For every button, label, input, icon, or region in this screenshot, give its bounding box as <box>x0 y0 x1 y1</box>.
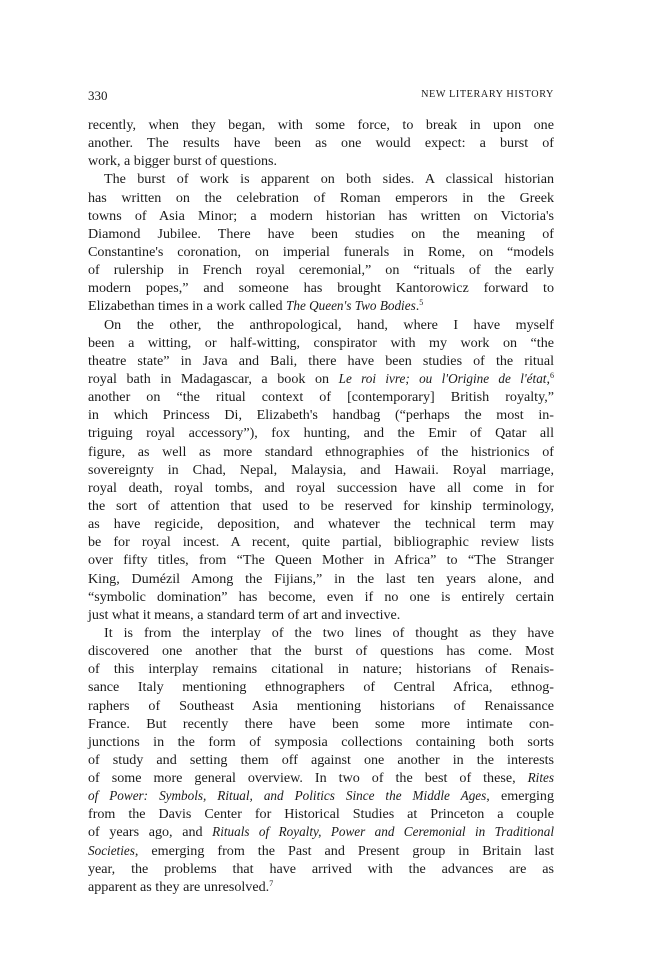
text-run: as have regicide, deposition, and whatever the technical term may <box>88 516 554 533</box>
text-line <box>88 842 554 860</box>
text-line <box>88 461 554 479</box>
italic-title: Le roi ivre; ou l'Origine de l'état <box>338 370 547 386</box>
text-run: sance Italy mentioning ethnographers of Central Africa, ethnog- <box>88 679 554 696</box>
text-run: of rulership in French royal ceremonial,” on “rituals of the early <box>88 262 554 279</box>
text-line <box>88 751 554 769</box>
text-run: apparent as they are unresolved. <box>88 878 270 895</box>
text-run: Constantine's coronation, on imperial funerals in Rome, on “models <box>88 243 554 260</box>
text-run: , emerging from the Past and Present group in Britain last <box>134 842 554 859</box>
text-run: the sort of attention that used to be reserved for kinship terminology, <box>88 497 554 514</box>
text-run: has written on the celebration of Roman emperors in the Greek <box>88 189 554 206</box>
text-run: be for royal incest. A recent, quite partial, bibliographic review lists <box>88 534 554 551</box>
text-line <box>88 261 554 279</box>
text-run: , emerging <box>486 788 555 805</box>
text-line <box>88 642 554 660</box>
text-run: towns of Asia Minor; a modern historian has written on Victoria's <box>88 207 554 224</box>
italic-title: Rites <box>527 770 554 786</box>
text-line <box>88 588 554 606</box>
text-line <box>88 860 554 878</box>
text-line <box>88 388 554 406</box>
text-line <box>88 570 554 588</box>
text-run: raphers of Southeast Asia mentioning historians of Renaissance <box>88 697 554 714</box>
text-run: from the Davis Center for Historical Studies at Princeton a couple <box>88 806 554 823</box>
text-line <box>88 533 554 551</box>
text-line <box>88 316 554 334</box>
text-run: year, the problems that have arrived with the advances are as <box>88 860 554 877</box>
footnote-ref: 5 <box>419 298 424 308</box>
text-run: The burst of work is apparent on both sides. A classical historian <box>104 171 554 188</box>
text-line <box>88 823 554 841</box>
text-line <box>88 660 554 678</box>
text-line <box>88 479 554 497</box>
text-run: another. The results have been as one would expect: a burst of <box>88 135 554 152</box>
text-run: “symbolic domination” has become, even if no one is entirely certain <box>88 588 554 605</box>
text-line <box>88 189 554 207</box>
text-run: work, a bigger burst of questions. <box>88 153 278 170</box>
text-line <box>88 787 554 805</box>
text-line <box>88 715 554 733</box>
text-line <box>88 279 554 297</box>
text-run: , <box>546 370 550 387</box>
text-run: Elizabethan times in a work called <box>88 298 287 315</box>
text-run: modern popes,” and someone has brought Kantorowicz forward to <box>88 280 554 297</box>
text-line <box>88 370 554 388</box>
text-line <box>88 497 554 515</box>
text-run: King, Dumézil Among the Fijians,” in the last ten years alone, and <box>88 570 554 587</box>
italic-title: The Queen's Two Bodies <box>286 298 416 314</box>
text-run: recently, when they began, with some force, to break in upon one <box>88 117 554 133</box>
text-line <box>88 443 554 461</box>
text-line <box>88 134 554 152</box>
text-run: of some more general overview. In two of the best of these, <box>88 770 528 787</box>
text-line <box>88 243 554 261</box>
body-text <box>88 116 554 896</box>
text-line <box>88 406 554 424</box>
text-run: On the other, the anthropological, hand, where I have myself <box>104 316 554 333</box>
page-header <box>88 88 554 106</box>
italic-title: Rituals of Royalty, Power and Ceremonial in Traditional <box>212 824 554 840</box>
text-line <box>88 170 554 188</box>
italic-title: of Power: Symbols, Ritual, and Politics Since the Middle Ages <box>88 788 487 804</box>
text-line <box>88 352 554 370</box>
text-run: over fifty titles, from “The Queen Mother in Africa” to “The Stranger <box>88 552 554 569</box>
text-line <box>88 297 554 315</box>
text-line <box>88 624 554 642</box>
text-run: discovered one another that the burst of questions has come. Most <box>88 643 554 660</box>
text-line <box>88 207 554 225</box>
text-run: Diamond Jubilee. There have been studies on the meaning of <box>88 225 554 242</box>
text-line <box>88 424 554 442</box>
text-line <box>88 606 554 624</box>
text-run: just what it means, a standard term of art and invective. <box>88 606 401 623</box>
text-line <box>88 225 554 243</box>
text-line <box>88 733 554 751</box>
text-run: another on “the ritual context of [contemporary] British royalty,” <box>88 389 554 406</box>
text-run: been a witting, or half-witting, conspirator with my work on “the <box>88 334 554 351</box>
text-run: sovereignty in Chad, Nepal, Malaysia, and Hawaii. Royal marriage, <box>88 461 554 478</box>
text-line <box>88 769 554 787</box>
text-line <box>88 334 554 352</box>
text-run: figure, as well as more standard ethnographies of the histrionics of <box>88 443 554 460</box>
text-run: royal bath in Madagascar, a book on <box>88 370 339 387</box>
text-run: in which Princess Di, Elizabeth's handbag (“perhaps the most in- <box>88 407 554 424</box>
page-number: 330 <box>88 88 108 103</box>
text-line <box>88 152 554 170</box>
text-line <box>88 678 554 696</box>
running-head: NEW LITERARY HISTORY <box>421 89 554 100</box>
text-run: . <box>415 298 420 315</box>
text-line <box>88 697 554 715</box>
italic-title: Societies <box>88 842 135 858</box>
text-run: of years ago, and <box>88 824 213 841</box>
text-line <box>88 515 554 533</box>
text-run: France. But recently there have been some more intimate con- <box>88 715 554 732</box>
text-run: royal death, royal tombs, and royal succession have all come in for <box>88 479 554 496</box>
text-run: theatre state” in Java and Bali, there have been studies of the ritual <box>88 352 554 369</box>
text-line <box>88 805 554 823</box>
text-run: of study and setting them off against one another in the interests <box>88 751 554 768</box>
text-run: triguing royal accessory”), fox hunting, and the Emir of Qatar all <box>88 425 554 442</box>
footnote-ref: 7 <box>269 878 274 888</box>
text-run: of this interplay remains citational in nature; historians of Renais- <box>88 661 554 678</box>
text-run: junctions in the form of symposia collections containing both sorts <box>88 733 554 750</box>
text-line <box>88 116 554 134</box>
footnote-ref: 6 <box>550 370 554 380</box>
text-run: It is from the interplay of the two lines of thought as they have <box>104 624 554 641</box>
text-line <box>88 551 554 569</box>
text-line <box>88 878 554 896</box>
